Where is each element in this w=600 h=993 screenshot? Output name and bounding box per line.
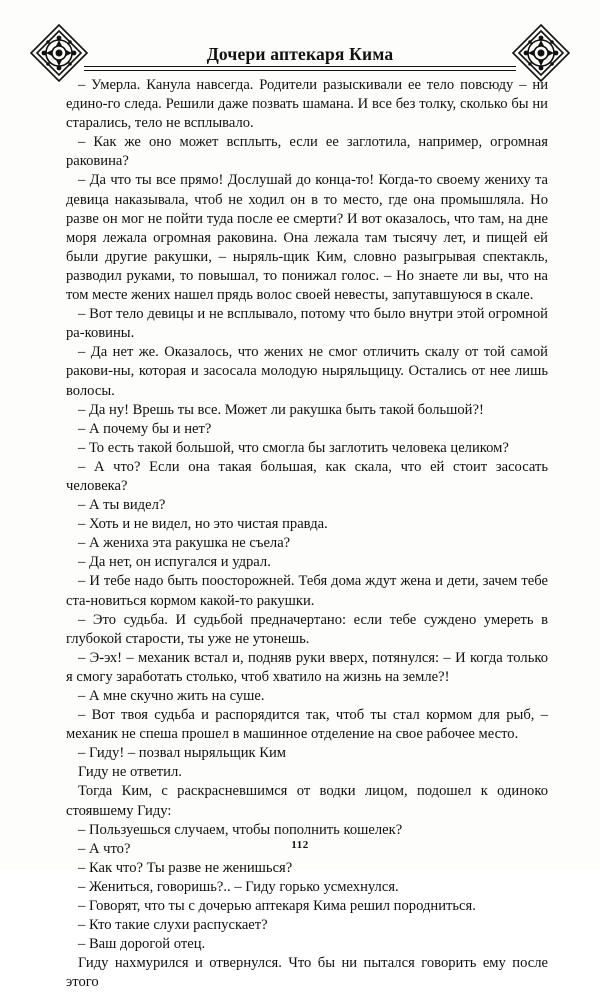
paragraph: – Да что ты все прямо! Дослушай до конца-то! Когда-то своему жениху та девица наказывала, чтоб не ходил он в то место, где она промышляла. Но разве он мог не пойти туда после ее смерти? И вот оказалось, что там, на дне моря лежала огромная раковина. Она лежала там тысячу лет, и пищей ей были другие ракушки, – ныряль-щик Ким, словно разыгрывая спектакль, разводил руками, то повышал, то понижал голос. – Но знаете ли вы, что на том месте жених нашел прядь волос своей невесты, запутавшуюся в скале. <box>66 172 548 304</box>
paragraph: – Говорят, что ты с дочерью аптекаря Кима решил породниться. <box>78 898 476 915</box>
paragraph: – А жениха эта ракушка не съела? <box>78 535 291 552</box>
paragraph: – Как же оно может всплыть, если ее заглотила, например, огромная раковина? <box>66 134 548 170</box>
paragraph: Гиду не ответил. <box>78 764 182 781</box>
paragraph: – Хоть и не видел, но это чистая правда. <box>78 516 328 533</box>
ornament-right-icon <box>510 22 572 84</box>
body-text <box>66 76 548 993</box>
paragraph: – И тебе надо быть поосторожней. Тебя дома ждут жена и дети, зачем тебе ста-новиться кормом какой-то ракушки. <box>66 573 548 609</box>
paragraph: – А почему бы и нет? <box>78 420 212 437</box>
paragraph: – А ты видел? <box>78 497 166 514</box>
paragraph: – Жениться, говоришь?.. – Гиду горько усмехнулся. <box>78 878 399 895</box>
page-number: 112 <box>291 839 309 851</box>
paragraph: – Умерла. Канула навсегда. Родители разыскивали ее тело повсюду – ни едино-го следа. Решили даже позвать шамана. И все без толку, сколько бы ни старались, тело не всплывало. <box>66 77 548 132</box>
paragraph: – Ваш дорогой отец. <box>78 936 206 953</box>
paragraph: – Пользуешься случаем, чтобы пополнить кошелек? <box>78 821 403 838</box>
header-rule <box>84 66 516 67</box>
paragraph: Тогда Ким, с раскрасневшимся от водки лицом, подошел к одиноко стоявшему Гиду: <box>66 783 548 819</box>
paragraph: Гиду нахмурился и отвернулся. Что бы ни пытался говорить ему после этого <box>66 955 548 991</box>
paragraph: – А что? <box>78 840 131 857</box>
running-title <box>28 44 572 65</box>
paragraph: – Да ну! Врешь ты все. Может ли ракушка быть такой большой?! <box>78 401 484 418</box>
paragraph: – То есть такой большой, что смогла бы заглотить человека целиком? <box>78 439 509 456</box>
header-rule-thin <box>84 70 516 71</box>
paragraph: – Вот твоя судьба и распорядится так, чтоб ты стал кормом для рыб, –механик не спеша прошел в машинное отделение на свое рабочее место. <box>66 707 548 743</box>
paragraph: – Да нет же. Оказалось, что жених не смог отличить скалу от той самой ракови-ны, которая и засосала молодую ныряльщицу. Остались от нее лишь волосы. <box>66 344 548 399</box>
paragraph: – Гиду! – позвал ныряльщик Ким <box>78 745 287 762</box>
running-title-text: Дочери аптекаря Кима <box>199 44 402 64</box>
paragraph: – А что? Если она такая большая, как скала, что ей стоит засосать человека? <box>66 458 548 494</box>
paragraph: – Вот тело девицы и не всплывало, потому что было внутри этой огромной ра-ковины. <box>66 306 548 342</box>
paragraph: – Как что? Ты разве не женишься? <box>78 859 293 876</box>
paragraph: – Это судьба. И судьбой предначертано: если тебе суждено умереть в глубокой старости, ты уже не утонешь. <box>66 611 548 647</box>
paragraph: – Да нет, он испугался и удрал. <box>78 554 271 571</box>
paragraph: – Кто такие слухи распускает? <box>78 917 268 934</box>
paragraph: – Э-эх! – механик встал и, подняв руки вверх, потянулся: – И когда только я смогу заработать столько, чтоб хватило на жизнь на земле?! <box>66 649 548 685</box>
paragraph: – А мне скучно жить на суше. <box>78 688 265 704</box>
